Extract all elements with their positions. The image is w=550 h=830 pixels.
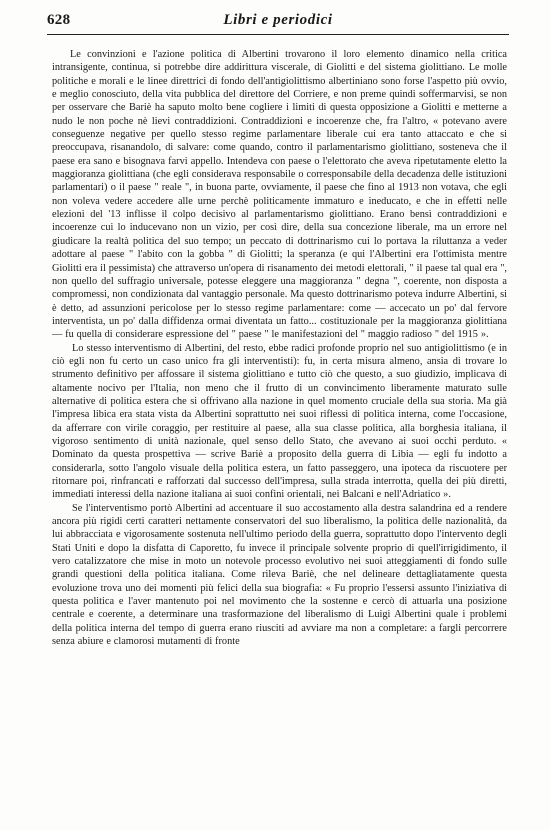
page-number: 628	[47, 12, 71, 28]
paragraph-1: Le convinzioni e l'azione politica di Albertini trovarono il loro elemento dinamico nella critica intransigente, continua, si potrebbe dire addirittura viscerale, di Giolitti e del sistema giolittiano. Le molle politiche e morali e le linee direttrici di fondo dell'antigiolittismo albertiniano sono forse l'aspetto più ovvio, e meglio conosciuto, della vita pubblica del direttore del Corriere, e non preme quindi soffermarvisi, se non per osservare che Bariè ha saputo molto bene cogliere i limiti di questa opposizione a Giolitti e metterne a nudo le non poche nè lievi contraddizioni. Contraddizioni e incoerenze che, fra l'altro, « potevano avere conseguenze negative per quello stesso regime parlamentare liberale cui era tanto attaccato e che si preoccupava, risanandolo, di salvare: come quando, contro il parlamentarismo giolittiano, sosteneva che il paese era sano e bisognava farvi appello. Intendeva con paese o l'elettorato che aveva ripetutamente eletto la maggioranza giolittiana (che egli considerava responsabile o corresponsabile della decadenza delle istituzioni parlamentari) o il paese " reale ", in buona parte, ovviamente, il paese che fino al 1913 non votava, che egli non voleva vedere accedere alle urne perchè politicamente immaturo e ineducato, e che in effetti nelle elezioni del '13 inflisse il colpo decisivo al parlamentarismo giolittiano. Erano bensì contraddizioni e incoerenze cui lo inducevano non un vizio, per così dire, della sua concezione liberale, ma un errore nel giudicare la realtà politica del suo tempo; un peccato di dottrinarismo cui lo portava la riluttanza a veder adottare al paese " l'abito con la gobba " di Giolitti; la speranza (e qui l'Albertini era l'ottimista mentre Giolitti era il pessimista) che attraverso un'opera di risanamento dei metodi elettorali, " il paese tal qual era ", non quello del suffragio universale, potesse eleggere una maggioranza " degna ", coerente, non disposta a compromessi, non condizionata dal vantaggio personale. Ma questo dottrinarismo poteva indurre Albertini, si è detto, ad assunzioni pericolose per lo stesso regime parlamentare: come — accecato un po' dal fervore interventista, un po' dalla diffidenza ormai diventata un fatto... costituzionale per la maggioranza giolittiana — fu quella di considerare espressione del " paese " le manifestazioni del " maggio radioso " del 1915 ».	[52, 49, 507, 341]
header-rule	[47, 34, 509, 35]
section-title: Libri e periodici	[223, 12, 333, 28]
body-text	[52, 48, 507, 648]
paragraph-2: Lo stesso interventismo di Albertini, del resto, ebbe radici profonde proprio nel suo antigiolittismo (e in ciò egli non fu certo un caso unico fra gli interventisti): fu, in certa misura almeno, ansia di trovare lo strumento definitivo per affossare il sistema giolittiano e tutto ciò che questo, a suo giudizio, implicava di altamente nocivo per l'Italia, non meno che il frutto di un convincimento liberamente maturato sulle alternative di politica estera che si offrivano alla nazione in quel momento cruciale della sua storia. Ma già l'impresa libica era stata vista da Albertini soprattutto nei suoi riflessi di politica interna, come l'occasione, da afferrare con virile coraggio, per restituire al paese, alla sua classe politica, alla borghesia italiana, il vigoroso sentimento di unità nazionale, quel senso dello Stato, che avevano ai suoi occhi perduto. « Dominato da questa prospettiva — scrive Bariè a proposito della guerra di Libia — egli fu indotto a considerarla, sotto l'angolo visuale della politica estera, un fatto passeggero, una ipoteca da riscuotere per ritornare poi, rinfrancati e rafforzati dal successo dell'impresa, sulla strada interrotta, quella dei più diretti, immediati interessi della nazione italiana ai suoi confini orientali, nei Balcani e nell'Adriatico ».	[52, 342, 507, 501]
paragraph-3: Se l'interventismo portò Albertini ad accentuare il suo accostamento alla destra salandrina ed a rendere ancora più rigidi certi caratteri nettamente conservatori del suo liberalismo, la politica delle nazionalità, da lui abbracciata e vigorosamente sostenuta nell'ultimo periodo della guerra, soprattutto dopo l'intervento degli Stati Uniti e dopo la disfatta di Caporetto, fu invece il principale solvente proprio di quell'irrigidimento, il vero catalizzatore che mise in moto un notevole processo evolutivo nei suoi atteggiamenti di fondo sulle grandi questioni della politica italiana. Come rileva Bariè, che nel delineare dettagliatamente questa evoluzione trova uno dei momenti più felici della sua biografia: « Fu proprio l'essersi assunto l'iniziativa di questa politica e l'aver mantenuto poi nel movimento che la sostenne e cercò di attuarla una posizione centrale e coerente, a determinare una trasformazione del liberalismo di Luigi Albertini quale i problemi della politica interna del tempo di guerra erano riusciti ad avviare ma non a completare: a fargli percorrere senza abiure e clamorosi mutamenti di fronte	[52, 502, 507, 648]
running-head	[47, 12, 509, 32]
